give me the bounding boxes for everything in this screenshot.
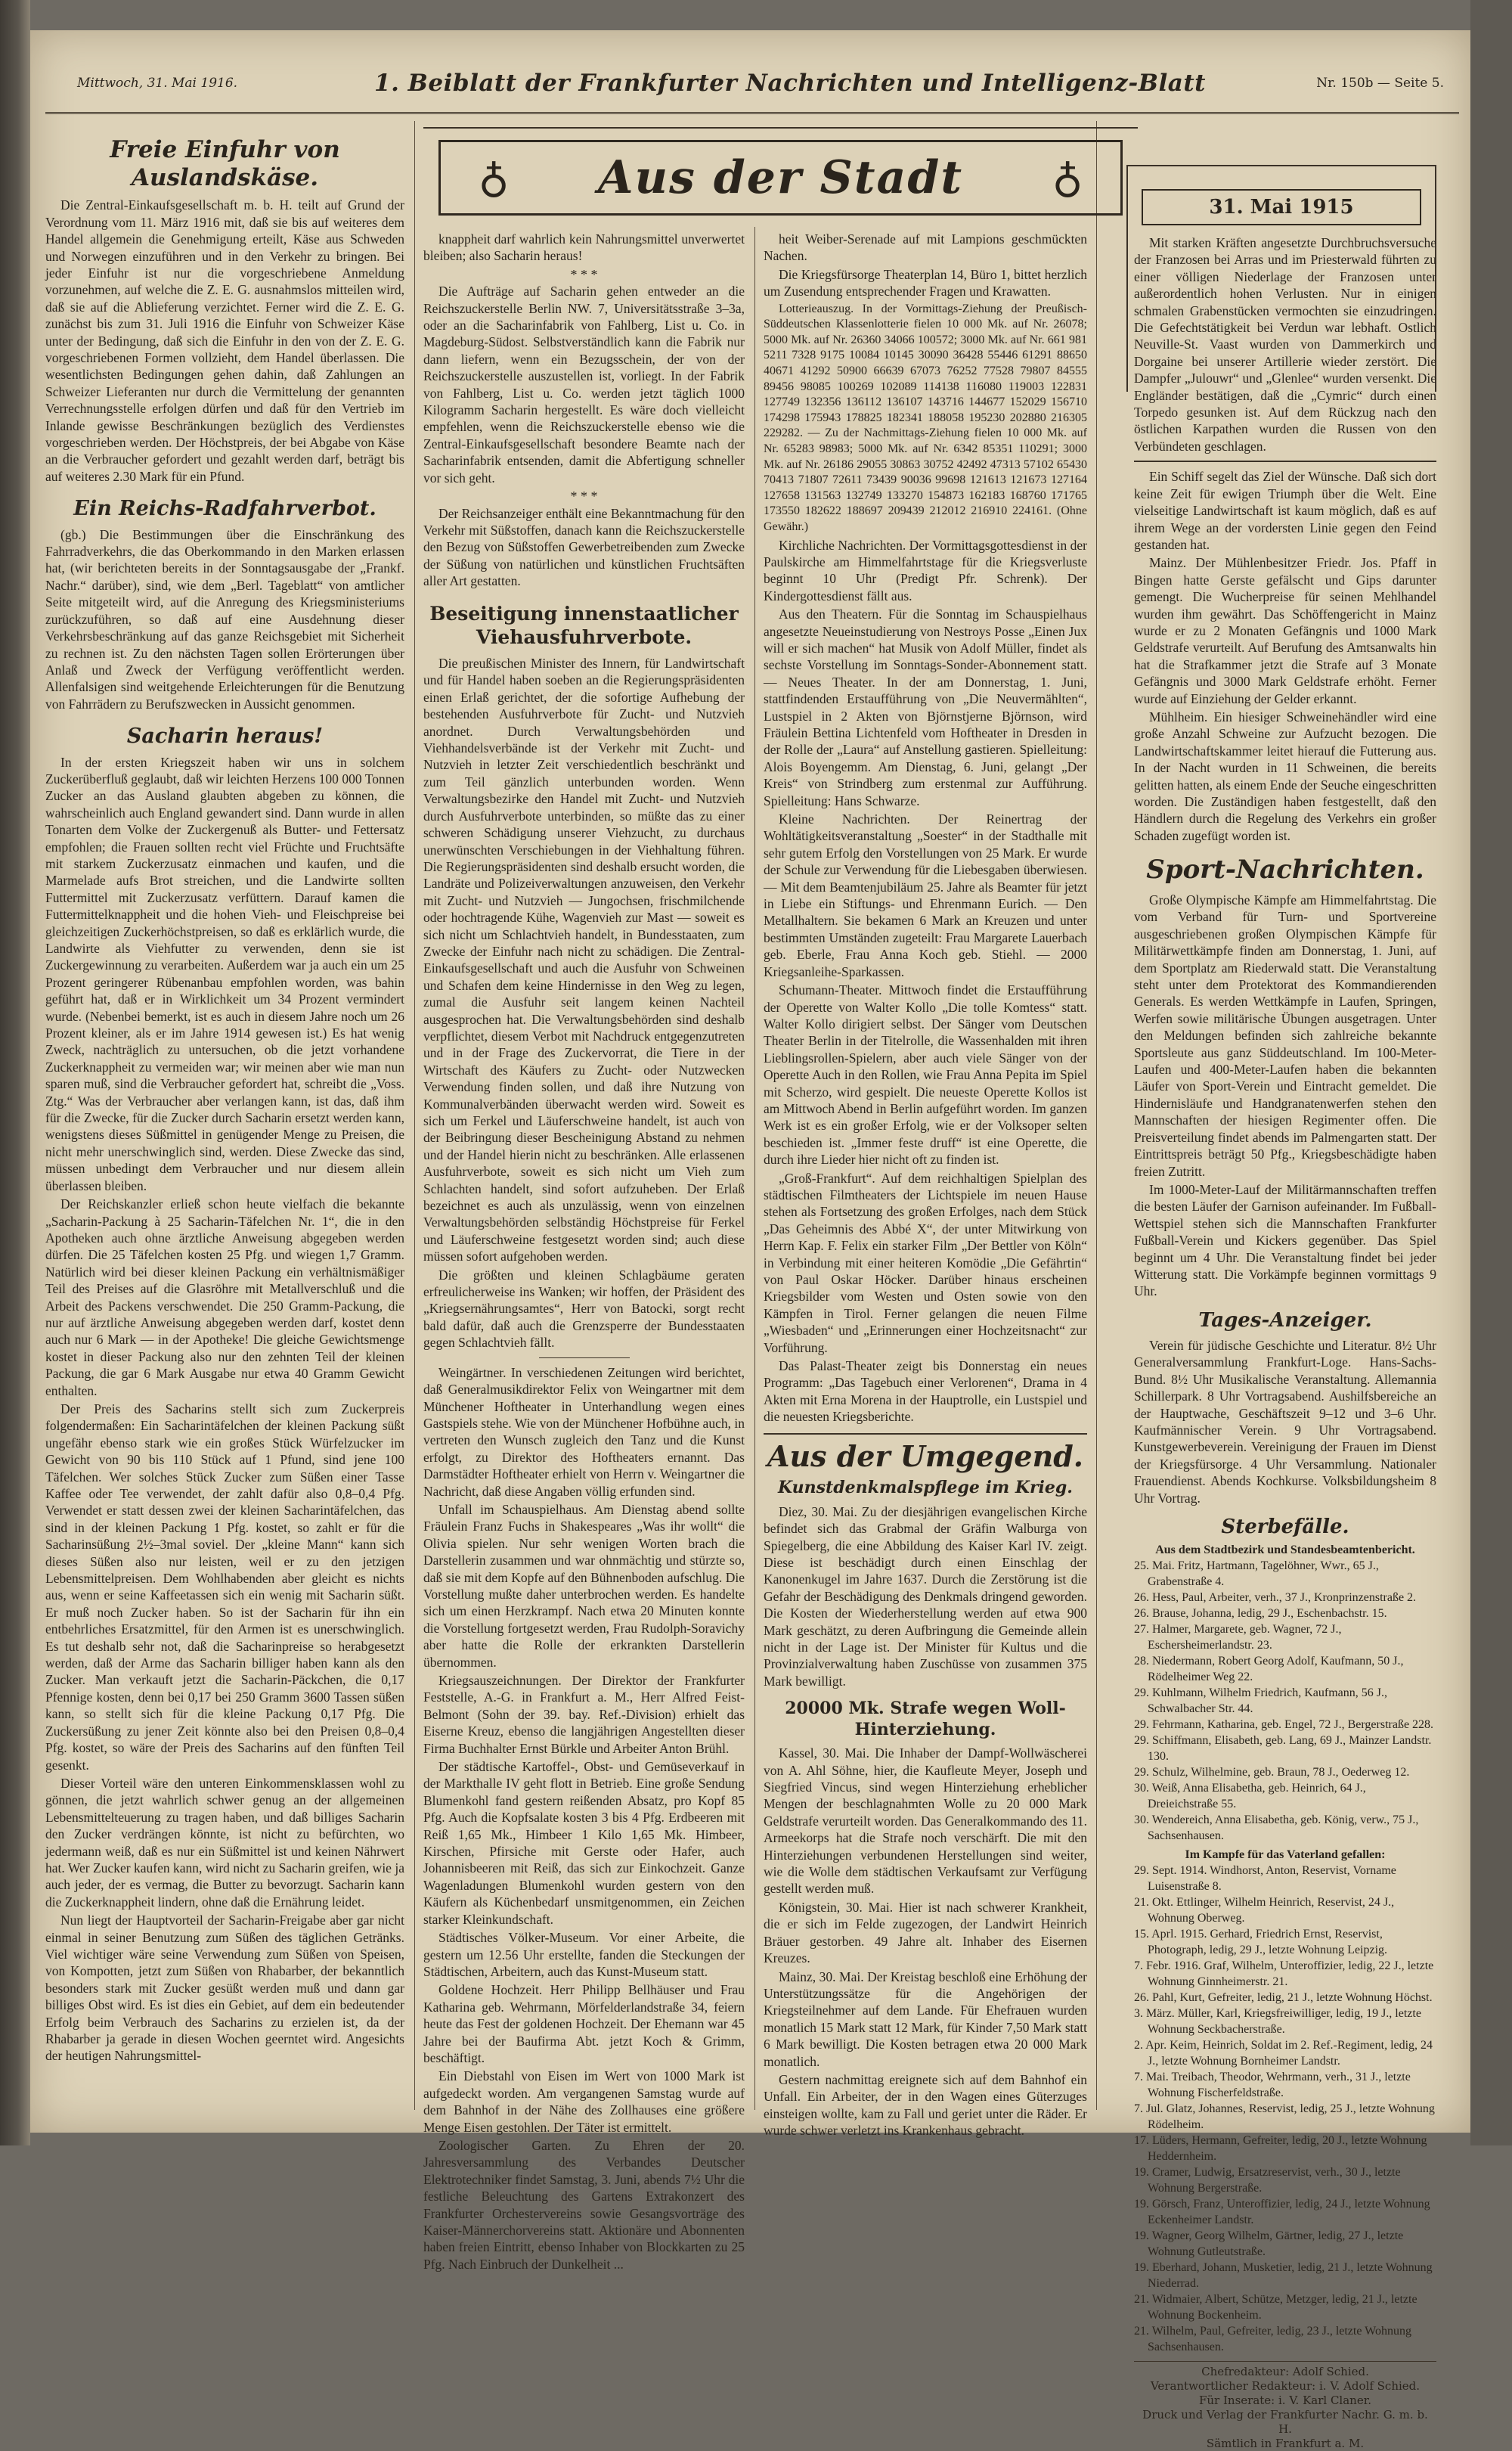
- obituary-entry: 26. Hess, Paul, Arbeiter, verh., 37 J., Kronprinzenstraße 2.: [1134, 1591, 1417, 1605]
- article-text: Der Reichsanzeiger enthält eine Bekanntmachung für den Verkehr mit Süßstoffen, danach kann die Reichszuckerstelle den Bezug von Süßstoffen Gewerbetreibenden zum Zwecke der Süßung von natürlichen und künstlichen Fruchtsäften aller Art gestatten.: [423, 505, 745, 589]
- imprint-line: Verantwortlicher Redakteur: i. V. Adolf Schied.: [1150, 2379, 1421, 2394]
- section-rule: [1134, 461, 1436, 462]
- obituary-list: [1134, 1558, 1436, 1844]
- news-item: Der städtische Kartoffel-, Obst- und Gemüseverkauf in der Markthalle IV geht flott in Betrieb. Eine große Sendung Blumenkohl fand gestern reißenden Absatz, pro Kopf 85 Pfg. Auch die Kopfsalate kosten 3 bis 4 Pfg. Erdbeeren mit Reiß 1,65 Mk., Himbeer 1 Kilo 1,65 Mk. Himbeer, Kirschen, Pfirsiche mit Gerste oder Hafer, auch Johannisbeeren mit Reiß, das sich zur Einkochzeit. Ganze Wagenladungen Blumenkohl wurden gestern von den Käufern als Küchenbedarf unsmitgenommen, ein Zeichen starker Kleinkundschaft.: [423, 1759, 745, 1927]
- article-headline: Kunstdenkmalspflege im Krieg.: [778, 1478, 1073, 1498]
- page-edge: [1470, 0, 1512, 2145]
- obituary-entry: 29. Schiffmann, Elisabeth, geb. Lang, 69 J., Mainzer Landstr. 130.: [1134, 1734, 1432, 1764]
- separator-stars: * * *: [570, 266, 598, 282]
- events-listing: Verein für jüdische Geschichte und Literatur. 8½ Uhr Generalversammlung Frankfurt-Loge. Hans-Sachs-Bund. 8½ Uhr Musikalische Veranstaltung. Allemannia Schillerpark. 8 Uhr Vortragsabend. Aushilfsbereiche an der Hauptwache, Geschäftszeit 9–12 und 3–6 Uhr. Kaufmännischer Verein. 9 Uhr Vortragsabend. Kunstgewerbeverein. Vereinigung der Frauen im Dienst der Kriegsfürsorge. 4 Uhr Versammlung. Nationaler Frauendienst. Abends Kochkurse. Volksbildungsheim 8 Uhr Vortrag.: [1134, 1337, 1436, 1506]
- fallen-soldier-entry: 7. Mai. Treibach, Theodor, Wehrmann, verh., 31 J., letzte Wohnung Fischerfeldstraße.: [1134, 2071, 1411, 2100]
- news-item: Mühlheim. Ein hiesiger Schweinehändler wird eine große Anzahl Schweine zur Aufzucht bezogen. Die Landwirtschaftskammer leitet hierauf die Futterung aus. In der Nacht wurden in 11 Schweinen, die bereits gelitten hatten, als einem Ende der Seuche eingeschritten worden. Die Zuständigen haben festgestellt, daß den Händlern durch die Regelung des Verkehrs ein großer Schaden zugefügt worden ist.: [1134, 709, 1436, 843]
- fallen-soldier-entry: 7. Febr. 1916. Graf, Wilhelm, Unteroffizier, ledig, 22 J., letzte Wohnung Ginnheimerstr. 21.: [1134, 1959, 1434, 1989]
- news-item: Goldene Hochzeit. Herr Philipp Bellhäuser und Frau Katharina geb. Wehrmann, Mörfelderlandstraße 34, feiern heute das Fest der goldenen Hochzeit. Der Ehemann war 45 Jahre bei der Baufirma Abt. jetzt Koch & Grimm, beschäftigt.: [423, 1982, 745, 2065]
- obituary-entry: 27. Halmer, Margarete, geb. Wagner, 72 J., Eschersheimerlandstr. 23.: [1134, 1623, 1342, 1652]
- ornament-icon: ♁: [478, 153, 510, 203]
- fallen-soldier-entry: 7. Jul. Glatz, Johannes, Reservist, ledig, 25 J., letzte Wohnung Rödelheim.: [1134, 2102, 1435, 2132]
- article-text: Die preußischen Minister des Innern, für Landwirtschaft und für Handel haben soeben an die Regierungspräsidenten einen Erlaß gerichtet, der die sofortige Aufhebung der bestehenden Ausfuhrverbote für Zucht- und Nutzvieh anordnet. Durch Verwaltungsbehörden und Viehhandelsverbände ist der Verkehr mit Zucht- und Nutzvieh in letzter Zeit verschiedentlich beschränkt und zum Teil gänzlich unterbunden worden. Wenn Verwaltungsbezirke den Handel mit Zucht- und Nutzvieh durch Ausfuhrverbote unterbinden, so müßte das zu einer schweren Schädigung unserer Viehzucht, zu durchaus unerwünschten Verschiebungen in der Viehhaltung führen. Die Regierungspräsidenten sind deshalb ersucht worden, die Landräte und Polizeiverwaltungen anzuweisen, den Verkehr mit Zucht- und Nutzvieh — Jungochsen, frischmilchende oder hochtragende Kühe, Wagenvieh zur Mast — soweit es sich nicht um Schlachtvieh handelt, in Bundesstaaten, zum Zwecke der Einfuhr nach nicht zu schädigen. Die Zentral-Einkaufsgesellschaft und auch die Ausfuhr von Schweinen und Schafen dem keine Hindernisse in den Weg zu legen, zumal die Ausfuhr seit langem keinen Nachteil ausgesprochen hat. Die Verwaltungsbehörden sind deshalb verpflichtet, diesem Verbot mit Nachdruck entgegenzutreten und in der Frage des Zuckervorrat, die Tiere in der Wirtschaft des Käufers zu Zucht- oder Nutzwecken Verwendung finden sollen, und daß ihre Nutzung von Kommunalverbänden überwacht werden wird. Soweit es sich um Ferkel und Läuferschweine handelt, ist auch von der Beibringung dieser Bescheinigung Abstand zu nehmen und der Handel hierin nicht zu beschränken. Alle erlassenen Ausfuhrverbote, soweit es sich nicht um Vieh zum Schlachten handelt, sind sofort aufzuheben. Der Erlaß bezeichnet es auch als unzulässig, wenn von einzelnen Verwaltungsbehörden selbständig Höchstpreise für Ferkel und Läuferschweine festgesetzt worden sind; auch diese müssen sofort aufgehoben werden.: [423, 656, 745, 1264]
- news-item: Mainz, 30. Mai. Der Kreistag beschloß eine Erhöhung der Unterstützungssätze für die Angehörigen der Kriegsteilnehmer auf dem Lande. Für Ehefrauen wurden monatlich 15 Mark statt 12 Mark, für Kinder 7,50 Mark statt 6 Mark bewilligt. Die Kosten betragen etwa 20 000 Mark monatlich.: [764, 1969, 1087, 2069]
- header-rule: [45, 112, 1459, 114]
- obituary-entry: 26. Brause, Johanna, ledig, 29 J., Eschenbachstr. 15.: [1134, 1607, 1387, 1621]
- fallen-soldier-entry: 2. Apr. Keim, Heinrich, Soldat im 2. Ref.-Regiment, ledig, 24 J., letzte Wohnung Bornheimer Landstr.: [1134, 2039, 1433, 2068]
- news-item: Kriegsauszeichnungen. Der Direktor der Frankfurter Feststelle, A.-G. in Frankfurt a. M., Herr Alfred Feist-Belmont (Sohn der 39. bay. Ref.-Division) erhielt das Eiserne Kreuz, ebenso die langjährigen Angestellten dieser Firma Buchhalter Ernst Bürkle und Arbeiter Anton Brühl.: [423, 1673, 745, 1756]
- page-number: Nr. 150b — Seite 5.: [1316, 76, 1444, 91]
- news-item: Kirchliche Nachrichten. Der Vormittagsgottesdienst in der Paulskirche am Himmelfahrtstage für die Kriegsverluste beginnt 10 Uhr (Predigt Pfr. Schrenk). Der Kindergottesdienst fällt aus.: [764, 537, 1087, 603]
- column-rule: [1096, 121, 1097, 2110]
- article-text: In der ersten Kriegszeit haben wir uns in solchem Zuckerüberfluß geglaubt, daß wir leichten Herzens 100 000 Tonnen Zucker an das Ausland glaubten abgeben zu können, die wahrscheinlich auch England gewandert sind. Dann wurde in allen Tonarten dem Volke der Zuckergenuß als Butter- und Fettersatz empfohlen; die Frauen sollten recht viel Früchte und Fruchtsäfte mit starkem Zuckerzusatz einmachen und kaufen, und die Marmelade aufs Brot streichen, und die Landwirte sollten Futtermittel mit Zuckerzusatz verfüttern. Darauf kamen die Futtermittelknappheit und die hohen Vieh- und Fleischpreise bei gleichzeitigen Zuckerhöchstpreisen, so daß es erklärlich wurde, die Landwirte als Viehfutter zu verwenden, denn sie ist Zuckergewinnung zu verarbeiten. Außerdem war ja auch ein um 25 Prozent geringerer Rübenanbau empfohlen worden, was bahin geführt hat, daß er in Wirklichkeit um 34 Prozent vermindert wurde. (Nebenbei bemerkt, ist es auch in diesem Jahre noch um 26 Prozent kleiner, als er im Jahre 1914 gewesen ist.) Es hat wenig Zweck, nachträglich zu untersuchen, ob die jetzt vorhandene Zuckerknappheit zu vermeiden war; wir meinen aber wie man nun sparen muß, sind die Verbraucher gefordert hat, schreibt die „Voss. Ztg.“ Was der Verbraucher aber verlangen kann, ist das, daß ihm für die Zwecke, für die Zucker durch Sacharin ersetzt werden kann, wenigstens dieses Süßmittel in genügender Menge zu Preisen, die nicht mehr unerschwinglich sind, werden. Diese Zwecke das sind, müssen unbedingt dem Verbraucher und nur diesem allein überlassen bleiben.: [45, 754, 404, 1193]
- obituary-entry: 29. Kuhlmann, Wilhelm Friedrich, Kaufmann, 56 J., Schwalbacher Str. 44.: [1134, 1686, 1388, 1716]
- article-headline: Beseitigung innenstaatlicher Viehausfuhrverbote.: [429, 602, 739, 648]
- masthead: 1. Beiblatt der Frankfurter Nachrichten und Intelligenz-Blatt: [374, 70, 1206, 97]
- obituary-subhead: Im Kampfe für das Vaterland gefallen:: [1185, 1848, 1386, 1862]
- imprint-line: Druck und Verlag der Frankfurter Nachr. G. m. b. H.: [1142, 2408, 1428, 2437]
- article-text: Der Reichskanzler erließ schon heute vielfach die bekannte „Sacharin-Packung à 25 Sacharin-Täfelchen Nr. 1“, die in den Apotheken auch ohne ärztliche Anweisung abgegeben werden dürfen. Die 25 Täfelchen kosten 25 Pfg. und wiegen 1,7 Gramm. Natürlich wird bei dieser kleinen Packung ein verhältnismäßiger Teil des Preises auf die Glasröhre mit Metallverschluß und die Arbeit des Packens verschwendet. Die 250 Gramm-Packung, die nur auf ärztliche Anweisung abgegeben werden darf, kostet denn auch nur 6 Mark — in der Apotheke! Die gleiche Gewichtsmenge kostet in dieser Packung also nur den zehnten Teil der kleinen Packung, die gar 6 Mark Ausgabe nur etwa 40 Gramm Gewicht enthalten.: [45, 1196, 404, 1398]
- section-headline: Tages-Anzeiger.: [1198, 1308, 1372, 1332]
- ornament-icon: ♁: [1052, 153, 1083, 203]
- news-item: Schumann-Theater. Mittwoch findet die Erstaufführung der Operette von Walter Kollo „Die tolle Komtess“ statt. Walter Kollo dirigiert selbst. Der Sänger vom Deutschen Theater Berlin in der Titelrolle, die Wassenhalden mit ihren Lieblingsrollen-Spielern, aber auch viele Sänger von der Operette Auch in den Rollen, wie Frau Anna Pepita im Spiel mit Scherzo, wird gespielt. Die neueste Operette Kollos ist am Mittwoch Abend in Berlin aufgeführt worden. Im ganzen Werk ist es ein großer Erfolg, wie er der Volksoper selten beschieden ist. „Immer feste druff“ ist eine Operette, die durch ihre Lieder hier nicht oft zu finden ist.: [764, 982, 1087, 1168]
- article-text: Die Zentral-Einkaufsgesellschaft m. b. H. teilt auf Grund der Verordnung vom 11. März 1916 mit, daß sie bis auf weiteres dem Handel allgemein die Genehmigung erteilt, Käse aus Schweden und Norwegen einzuführen und in den Verkehr zu bringen. Bei jeder Einfuhr ist nur die vorgeschriebene Anmeldung vorzunehmen, auf welche die Z. E. G. ausnahmslos mitteilen wird, daß sie auf die Ablieferung verzichtet. Ferner wird die Z. E. G. zunächst bis zum 31. Juli 1916 die Einfuhr von Schweizer Käse unter der Bedingung, daß sich die Einfuhr in den von der Z. E. G. vorgeschriebenen Formen vollzieht, dem Handel überlassen. Die wesentlichsten Bedingungen gehen dahin, daß Zahlungen an Schweizer Lieferanten nur durch die Vermittelung der genannten Verrechnungsstelle erfolgen dürfen und daß für den Vertrieb im Inlande gewisse Beschränkungen bezüglich des Verdienstes vorgeschrieben werden. Der Höchstpreis, der bei Abgabe von Käse an die Verbraucher gefordert und gezahlt werden darf, beträgt bis auf weiteres 2.30 Mark für ein Pfund.: [45, 197, 404, 484]
- lottery-results: Lotterieauszug. In der Vormittags-Ziehung der Preußisch-Süddeutschen Klassenlotterie fielen 10 000 Mk. auf Nr. 26078; 5000 Mk. auf Nr. 26360 34066 100572; 3000 Mk. auf Nr. 661 981 5211 7328 9175 10084 10145 30090 36428 55446 61291 88650 40671 41292 50900 66639 67073 76252 77528 79807 84555 89456 98085 100269 102089 114138 116080 119003 122831 127749 132356 136112 136107 143716 144677 152029 156710 174298 175943 178825 182341 188058 195230 202880 216305 229282. — Zu der Nachmittags-Ziehung fielen 10 000 Mk. auf Nr. 65283 98983; 5000 Mk. auf Nr. 6342 85351 110291; 3000 Mk. auf Nr. 26186 29055 30863 30752 42492 47313 57102 65430 70413 71807 72611 73439 90036 99698 121613 121673 127164 127658 131563 132749 133270 154873 162183 168760 171765 173550 182622 188697 209439 212012 216910 224161. (Ohne Gewähr.): [764, 302, 1087, 533]
- column-2: [423, 231, 745, 2272]
- news-item: Ein Diebstahl von Eisen im Wert von 1000 Mark ist aufgedeckt worden. Am vergangenen Samstag wurde auf dem Bahnhof in der Nähe des Zollhauses eine größere Menge Eisen gestohlen. Der Täter ist ermittelt.: [423, 2068, 745, 2135]
- book-binding: [0, 0, 30, 2145]
- news-item: „Groß-Frankfurt“. Auf dem reichhaltigen Spielplan des städtischen Filmtheaters der Lichtspiele im neuen Hause stehen als Fortsetzung des großen Erfolges, nach dem Stück „Das Geheimnis des Abbé X“, der unter Mitwirkung von Herrn Kap. F. Felix ein starker Film „Der Bettler von Köln“ in Verbindung mit einer heiteren Komödie „Die Gefährtin“ von Paul Oskar Höcker. Darüber hinaus erscheinen Kriegsbilder vom Westen und Osten sowie von den Kämpfen in Tirol. Ferner gelangen die neuen Filme „Wiesbaden“ und „Erinnerungen einer Hochzeitsnacht“ zur Vorführung.: [764, 1170, 1087, 1355]
- news-item: Mainz. Der Mühlenbesitzer Friedr. Jos. Pfaff in Bingen hatte Gerste gefälscht und Gips darunter gemengt. Die Wucherpreise für seinen Mehlhandel wurden ihm gewährt. Das Schöffengericht in Mainz wurde er zu 2 Monaten Gefängnis und 1000 Mark Geldstrafe verurteilt. Auf Berufung des Amtsanwalts hin hat die Strafkammer jetzt die Strafe auf 3 Monate Gefängnis und 3000 Mark Geldstrafe erhöht. Ferner wurde auf Einziehung der Gelder erkannt.: [1134, 555, 1436, 706]
- obituary-entry: 28. Niedermann, Robert Georg Adolf, Kaufmann, 50 J., Rödelheimer Weg 22.: [1134, 1655, 1404, 1684]
- separator-stars: * * *: [570, 489, 598, 504]
- article-text: Die größten und kleinen Schlagbäume geraten erfreulicherweise ins Wanken; wir hoffen, der Präsident des „Kriegsernährungsamtes“, Herr von Batocki, sorgt recht bald dafür, daß auch die Grenzsperre der Bundesstaaten gegen Schlachtvieh fällt.: [423, 1267, 745, 1351]
- news-item: heit Weiber-Serenade auf mit Lampions geschmückten Nachen.: [764, 231, 1087, 264]
- fallen-soldier-entry: 19. Görsch, Franz, Unteroffizier, ledig, 24 J., letzte Wohnung Eckenheimer Landstr.: [1134, 2198, 1430, 2227]
- column-3: [764, 231, 1087, 2139]
- fallen-soldier-entry: 26. Pahl, Kurt, Gefreiter, ledig, 21 J., letzte Wohnung Höchst.: [1134, 1991, 1433, 2005]
- news-item: Städtisches Völker-Museum. Vor einer Arbeite, die gestern um 12.56 Uhr erstellte, fanden die Steckungen der Städtischen, Arbeitern, auch das Kunst-Museum statt.: [423, 1930, 745, 1979]
- article-text: (gb.) Die Bestimmungen über die Einschränkung des Fahrradverkehrs, die das Oberkommando in den Marken erlassen hat, (wir berichteten bereits in der Sonntagsausgabe der „Frankf. Nachr.“ darüber), sind, wie dem „Berl. Tageblatt“ von amtlicher Seite mitgeteilt wird, auf die Anregung des Kriegsministeriums zurückzuführen, so daß auf eine Ausdehnung dieser Verkehrsbeschränkung auf das ganze Reichsgebiet mit Sicherheit zu rechnen ist. Zu den nächsten Tagen sollen Erörterungen über Anlaß und Zweck der Verfügung veröffentlicht werden. Allenfalsigen sind weitgehende Erleichterungen für die Benutzung von Fahrrädern zu Berufszwecken in Aussicht genommen.: [45, 526, 404, 712]
- article-text: Der Preis des Sacharins stellt sich zum Zuckerpreis folgendermaßen: Ein Sacharintäfelchen der kleinen Packung süßt ungefähr ebenso stark wie ein großes Stück Würfelzucker im Gewicht von 90 bis 110 Stück auf 1 Pfund, sind jene 100 Täfelchen. Wer solches Stück Zucker zum Süßen einer Tasse Kaffee oder Tee verwendet, der zahlt dafür also 0,8–0,4 Pfg. Verwendet er statt dessen zwei der kleinen Sacharintäfelchen, das sind in der kleinen Packung 1 Pfg. kostet, so zahlt er für die Sacharinsüßung 2½–3mal soviel. Der „kleine Mann“ kann sich dieses Süßen also nur leisten, weil er zu den jetzigen Lebensmittelpreisen. Dem Wohlhabenden aber gleicht es nichts aus, wenn er seine Kaffeetassen sich ein wenig mit Sacharin süßt. Er muß noch Zucker haben. So ist der Sacharin für ihn ein entbehrliches Ersatzmittel, für den Armen ist es unerschwinglich. Es tut deshalb sehr not, daß die Sacharinpreise so herabgesetzt werden, daß der Arme das Sacharin billiger haben kann als den Zucker. Man verkauft jetzt die Sacharin-Päckchen, die 0,17 Pfennige kosten, denn bei 0,17 bei 250 Gramm 3600 Tassen süßen kann, so stellt sich für die kleine Packung 0,17 Pfg. Die Zuckersüßung zu jener Zeit könnte also bei den Preisen 0,8–0,4 Pfg. kostet, so wäre der Preis des Sacharins auf den fünften Teil gesenkt.: [45, 1401, 404, 1773]
- fallen-soldier-entry: 19. Wagner, Georg Wilhelm, Gärtner, ledig, 27 J., letzte Wohnung Gutleutstraße.: [1134, 2229, 1404, 2259]
- section-headline: Aus der Umgegend.: [767, 1438, 1083, 1473]
- fallen-soldier-entry: 29. Sept. 1914. Windhorst, Anton, Reservist, Vorname Luisenstraße 8.: [1134, 1864, 1396, 1894]
- fallen-soldier-entry: 19. Eberhard, Johann, Musketier, ledig, 21 J., letzte Wohnung Niederrad.: [1134, 2261, 1433, 2291]
- article-text: Diez, 30. Mai. Zu der diesjährigen evangelischen Kirche befindet sich das Grabmal der Gräfin Walburga von Spiegelberg, die eine Abbildung des Kaiser Karl IV. zeigt. Diese ist beschädigt durch einen Einschlag der Kanonenkugel im Jahre 1637. Durch die Zerstörung ist die Gefahr der Beschädigung des Denkmals dringend geworden. Die Kosten der Wiederherstellung werden auf etwa 900 Mark geschätzt, zu deren Aufbringung die Gemeinde allein nicht in der Lage ist. Der Minister für Kultus und die Provinzialverwaltung haben Zuschüsse von zusammen 375 Mark bewilligt.: [764, 1503, 1087, 1689]
- header-date: Mittwoch, 31. Mai 1916.: [77, 76, 238, 91]
- column-1: [45, 136, 404, 2110]
- news-item: Aus den Theatern. Für die Sonntag im Schauspielhaus angesetzte Neueinstudierung von Nestroys Posse „Einen Jux will er sich machen“ hat Musik von Adolf Müller, findet als sechste Vorstellung im Sonntags-Sonder-Abonnement statt. — Neues Theater. In der am Donnerstag, 1. Juni, stattfindenden Erstaufführung von „Die Neuvermählten“, Lustspiel in 2 Akten von Björnstjerne Björnson, wird Fräulein Bettina Lichtenfeld vom Hoftheater in Dresden in der Rolle der „Laura“ auf Anstellung gastieren. Spielleitung: Alois Boyengemm. Am Dienstag, 6. Juni, gelangt „Der Kreis“ von Strindberg zum erstenmal zur Aufführung. Spielleitung: Hans Schwarze.: [764, 607, 1087, 808]
- news-item: Die Kriegsfürsorge Theaterplan 14, Büro 1, bittet herzlich um Zusendung entsprechender Fragen und Krawatten.: [764, 266, 1087, 299]
- section-title: Aus der Stadt: [597, 151, 964, 204]
- article-text: Kassel, 30. Mai. Die Inhaber der Dampf-Wollwäscherei von A. Ahl Söhne, hier, die Kaufleute Meyer, Joseph und Siegfried Vincus, sind wegen Hinterziehung erheblicher Mengen der beschlagnahmten Wolle zu 20 000 Mark Geldstrafe verurteilt worden. Das Generalkommando des 11. Armeekorps hat die Strafe noch verschärft. Die mit den Hinterziehungen verbundenen Herstellungen sind weiter, wie die Wolle dem städtischen Verkaufsamt zur Verfügung gestellt werden muß.: [764, 1745, 1087, 1897]
- imprint-line: Sämtlich in Frankfurt a. M.: [1206, 2437, 1365, 2451]
- obituary-entry: 29. Fehrmann, Katharina, geb. Engel, 72 J., Bergerstraße 228.: [1134, 1718, 1434, 1732]
- column-rule: [754, 227, 755, 2110]
- column-4: [1134, 234, 1436, 2451]
- fallen-soldier-entry: 17. Lüders, Hermann, Gefreiter, ledig, 20 J., letzte Wohnung Heddernheim.: [1134, 2134, 1427, 2164]
- article-headline: Sacharin heraus!: [126, 724, 324, 749]
- imprint: [1134, 2365, 1436, 2451]
- obituary-entry: 30. Wendereich, Anna Elisabetha, geb. König, verw., 75 J., Sachsenhausen.: [1134, 1813, 1419, 1843]
- fallen-soldiers-list: [1134, 1863, 1436, 2355]
- section-rule: [764, 1433, 1087, 1435]
- fallen-soldier-entry: 15. Aprl. 1915. Gerhard, Friedrich Ernst, Reservist, Photograph, ledig, 29 J., letzte Wohnung Leipzig.: [1134, 1928, 1388, 1957]
- news-item: Ein Schiff segelt das Ziel der Wünsche. Daß sich dort keine Zeit für ewigen Triumph über die Welt. Eine vielseitige Landwirtschaft ist kaum möglich, daß es auf ihrem Wege an der vordersten Linie gegen den Feind gestanden hat.: [1134, 469, 1436, 552]
- obituary-subhead: Aus dem Stadtbezirk und Standesbeamtenbericht.: [1155, 1544, 1415, 1557]
- news-item: Das Palast-Theater zeigt bis Donnerstag ein neues Programm: „Das Tagebuch einer Verlorenen“, Drama in 4 Akten mit Erna Morena in der Hauptrolle, ein Lustspiel und die neuesten Kriegsberichte.: [764, 1358, 1087, 1425]
- newspaper-page: [30, 30, 1470, 2451]
- date-box: 31. Mai 1915: [1142, 189, 1421, 225]
- obituary-entry: 29. Schulz, Wilhelmine, geb. Braun, 78 J., Oederweg 12.: [1134, 1766, 1410, 1779]
- fallen-soldier-entry: 19. Cramer, Ludwig, Ersatzreservist, verh., 30 J., letzte Wohnung Bergerstraße.: [1134, 2166, 1401, 2195]
- article-text: Im 1000-Meter-Lauf der Militärmannschaften treffen die besten Läufer der Garnison aufeinander. Im Fußball-Wettspiel stehen sich die Mannschaften Frankfurter Fußball-Verein und Kickers gegenüber. Das Spiel beginnt um 4 Uhr. Die Veranstaltung findet bei jeder Witterung statt. Die Vorkämpfe beginnen vormittags 9 Uhr.: [1134, 1181, 1436, 1299]
- column-rule: [414, 121, 415, 2110]
- article-text: Dieser Vorteil wäre den unteren Einkommensklassen wohl zu gönnen, die jetzt wahrlich schwer genug an der allgemeinen Lebensmittelteuerung zu tragen haben, und daß billiges Sacharin den Zucker verdrängen könnte, ist nicht zu befürchten, wo jedermann weiß, daß es nur ein Süßmittel ist und keinen Nährwert hat. Wer Zucker kaufen kann, wird nicht zu Sacharin greifen, wie ja auch jeder, der es vermag, die Butter zu bevorzugt. Sacharin kann die Zuckerknappheit lindern, ohne daß die Ernährung leidet.: [45, 1775, 404, 1910]
- article-headline: 20000 Mk. Strafe wegen Woll-Hinterziehung.: [785, 1699, 1066, 1739]
- news-item: Weingärtner. In verschiedenen Zeitungen wird berichtet, daß Generalmusikdirektor Felix von Weingartner mit dem Münchener Hoftheater in Unterhandlung wegen eines Gastspiels stehe. Wie von der Münchener Hofbühne auch, in vertreten den Wunsch zugleich den Tanz und die Kunst erfolgt, zu Direktor des Hoftheaters ernannt. Das Darmstädter Hoftheater erhielt von Herrn v. Weingartner die Nachricht, daß diese Angaben völlig erfunden sind.: [423, 1364, 745, 1499]
- imprint-rule: [1134, 2361, 1436, 2362]
- article-text: knappheit darf wahrlich kein Nahrungsmittel unverwertet bleiben; also Sacharin heraus!: [423, 231, 745, 264]
- section-banner: [438, 140, 1123, 216]
- divider: [539, 1357, 630, 1358]
- article-text: Die Aufträge auf Sacharin gehen entweder an die Reichszuckerstelle Berlin NW. 7, Universitätsstraße 3–3a, oder an die Sacharinfabrik von Fahlberg, List u. Co. in Magdeburg-Südost. Selbstverständlich kann die Fabrik nur dann liefern, wenn ein Bezugsschein, der von der Reichszuckerstelle auszustellen ist, vorliegt. In der Fabrik von Fahlberg, List u. Co. werden jetzt täglich 1000 Kilogramm Sacharin hergestellt. Es wäre doch vielleicht empfehlen, wenn die Reichszuckerstelle ebenso wie die Zentral-Einkaufsgesellschaft besondere Beamte nach der Sacharinfabrik entsenden, damit die Abfertigung schneller vor sich geht.: [423, 284, 745, 486]
- section-headline: Sport-Nachrichten.: [1146, 855, 1424, 886]
- section-headline: Sterbefälle.: [1221, 1516, 1349, 1539]
- fallen-soldier-entry: 21. Okt. Ettlinger, Wilhelm Heinrich, Reservist, 24 J., Wohnung Oberweg.: [1134, 1896, 1395, 1925]
- imprint-line: Chefredakteur: Adolf Schied.: [1201, 2365, 1369, 2379]
- article-headline: Ein Reichs-Radfahrverbot.: [73, 497, 376, 521]
- news-item: Königstein, 30. Mai. Hier ist nach schwerer Krankheit, die er sich im Felde zugezogen, der Landwirt Heinrich Bräuer gestorben. 49 Jahre alt. Inhaber des Eisernen Kreuzes.: [764, 1899, 1087, 1966]
- news-item: Gestern nachmittag ereignete sich auf dem Bahnhof ein Unfall. Ein Arbeiter, der in den Wagen eines Güterzuges einsteigen wollte, kam zu Fall und geriet unter die Räder. Er wurde schwer verletzt ins Krankenhaus gebracht.: [764, 2071, 1087, 2139]
- obituary-entry: 25. Mai. Fritz, Hartmann, Tagelöhner, Wwr., 65 J., Grabenstraße 4.: [1134, 1559, 1379, 1589]
- article-text: Große Olympische Kämpfe am Himmelfahrtstag. Die vom Verband für Turn- und Sportvereine ausgeschriebenen großen Olympischen Kämpfe für Militärwettkämpfe finden am Donnerstag, 1. Juni, auf dem Sportplatz am Riederwald statt. Die Veranstaltung steht unter dem Protektorat des Kommandierenden Generals. Es werden Wettkämpfe in Laufen, Springen, Werfen sowie militärische Übungen ausgetragen. Unter den Meldungen befinden sich zahlreiche bekannte Sportsleute aus ganz Süddeutschland. Im 100-Meter-Laufen und 400-Meter-Laufen haben die bekannten Läufer von Sport-Verein und Eintracht gemeldet. Die Hindernisläufe und Handgranatenwerfen stehen den Mannschaften der hiesigen Regimenter offen. Die Preisverteilung findet abends im Palmengarten statt. Der Eintrittspreis beträgt 50 Pfg., Kriegsbeschädigte haben freien Zutritt.: [1134, 892, 1436, 1179]
- imprint-line: Für Inserate: i. V. Karl Claner.: [1198, 2394, 1372, 2408]
- news-item: Zoologischer Garten. Zu Ehren der 20. Jahresversammlung des Verbandes Deutscher Elektrotechniker findet Samstag, 3. Juni, abends 7½ Uhr die festliche Beleuchtung des Gartens Extrakonzert des Frankfurter Orchestervereins sowie Gesangsvorträge des Kaiser-Männerchorvereins statt. Aktionäre und Abonnenten haben freien Eintritt, ebenso Inhaber von Blockkarten zu 25 Pfg. Nach Einbruch der Dunkelheit ...: [423, 2137, 745, 2272]
- fallen-soldier-entry: 21. Wilhelm, Paul, Gefreiter, ledig, 23 J., letzte Wohnung Sachsenhausen.: [1134, 2325, 1411, 2354]
- fallen-soldier-entry: 3. März. Müller, Karl, Kriegsfreiwilliger, ledig, 19 J., letzte Wohnung Seckbacherstraße.: [1134, 2007, 1421, 2037]
- obituary-entry: 30. Weiß, Anna Elisabetha, geb. Heinrich, 64 J., Dreieichstraße 55.: [1134, 1782, 1366, 1811]
- news-item: Kleine Nachrichten. Der Reinertrag der Wohltätigkeitsveranstaltung „Soester“ in der Stadthalle mit sehr gutem Erfolg den Vorstellungen von 25 Mark. Er wurde der Schule zur Verwendung für die Liebesgaben überwiesen. — Mit dem Beamtenjubiläum 25. Jahre als Beamter für jetzt in Liebe ein Stiftungs- und Ehrenmann Eurich. — Den Metallhaltern. Sie bekamen 6 Mark an Kreuzen und unter bestimmten Umständen zugeteilt: Frau Margarete Lauerbach geb. Eberle, Frau Anna Koch geb. Stiehl. — 2000 Kriegsanleihe-Sparkassen.: [764, 811, 1087, 979]
- banner-frame-top: [423, 127, 1138, 129]
- war-report: Mit starken Kräften angesetzte Durchbruchsversuche der Franzosen bei Arras und im Priesterwald führten zu einer völligen Niederlage der Franzosen unter außerordentlich hohen Verlusten. Nur in einigen schmalen Grabenstücken vermochten sie einzudringen. Die Gefechtstätigkeit bei Verdun war lebhaft. Ostlich Neuville-St. Vaast wurden von Dammerkirch und Dorgaine bei unserer Artillerie wieder zerstört. Die Dampfer „Julouwr“ und „Glenlee“ wurden versenkt. Die Engländer bestätigen, daß die „Cymric“ durch einen Torpedo gesunken ist. Auf dem Rückzug nach den östlichen Karpathen wurden die Russen von den Verbündeten geschlagen.: [1134, 235, 1436, 454]
- news-item: Unfall im Schauspielhaus. Am Dienstag abend sollte Fräulein Franz Fuchs in Shakespeares „Was ihr wollt“ die Olivia spielen. Nur sehr wenigen Worten brach die Darstellerin zusammen und war ohnmächtig und stürzte so, daß sie mit dem Kopfe auf den Bühnenboden aufschlug. Die Vorstellung mußte daher unterbrochen werden. Es handelte sich um einen Herzkrampf. Nach etwa 20 Minuten konnte die Vorstellung fortgesetzt werden, Frau Rudolph-Soravichy aber hatte die Rolle der erkrankten Darstellerin übernommen.: [423, 1501, 745, 1670]
- article-text: Nun liegt der Hauptvorteil der Sacharin-Freigabe aber gar nicht einmal in seiner Benutzung zum Süßen des täglichen Getränks. Viel wichtiger wäre seine Verwendung zum Süßen von Speisen, von Kompotten, jetzt zum Süßen von Rhabarber, der bekanntlich besonders stark mit Zucker gesüßt werden muß und dann gar billiges Obst wird. Es ist dies ein Gebiet, auf dem ein bedeutender Erfolg beim Verbrauch des Sacharins zu erzielen ist, da der Rhabarber ja gerade in diesen Wochen geerntet wird. Angesichts der heutigen Nahrungsmittel-: [45, 1913, 404, 2064]
- fallen-soldier-entry: 21. Widmaier, Albert, Schütze, Metzger, ledig, 21 J., letzte Wohnung Bockenheim.: [1134, 2293, 1418, 2322]
- article-headline: Freie Einfuhr von Auslandskäse.: [110, 136, 340, 192]
